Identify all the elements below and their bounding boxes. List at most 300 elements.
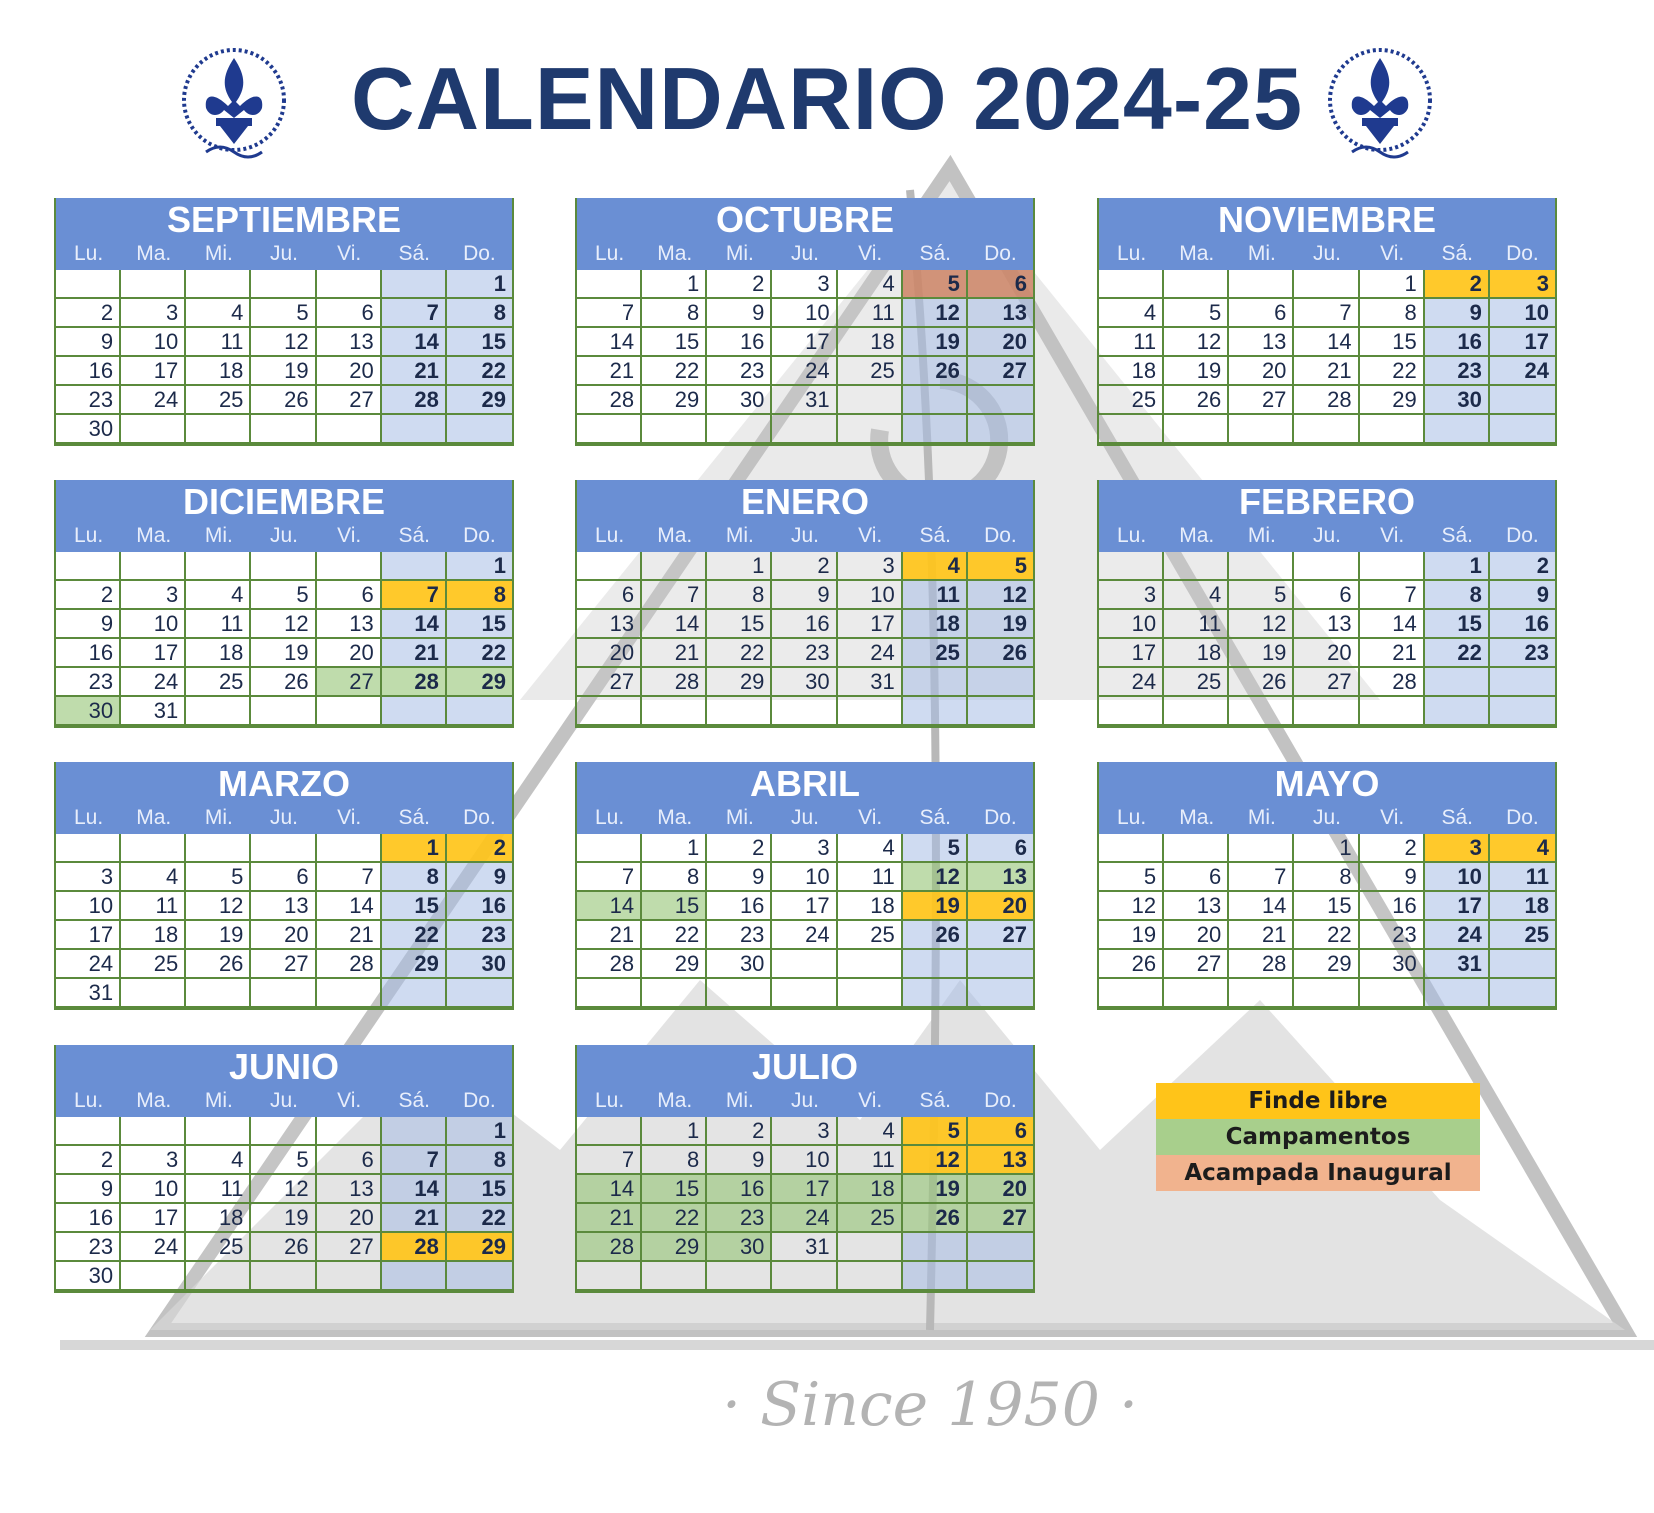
- weekday-label: Ju.: [269, 806, 298, 829]
- day-grid: [577, 552, 1033, 726]
- day-cell: 10: [1490, 299, 1555, 328]
- day-cell: 8: [447, 299, 512, 328]
- day-cell: 14: [577, 892, 642, 921]
- day-cell: 25: [186, 668, 251, 697]
- month-diciembre: [54, 480, 514, 728]
- empty-cell: [56, 834, 121, 863]
- empty-cell: [121, 834, 186, 863]
- empty-cell: [1490, 668, 1555, 697]
- empty-cell: [1099, 415, 1164, 444]
- month-header: [56, 480, 512, 552]
- weekday-row: [577, 520, 1033, 552]
- weekday-label: Lu.: [73, 806, 104, 829]
- day-cell: 10: [121, 328, 186, 357]
- legend: [1156, 1083, 1480, 1191]
- empty-cell: [121, 270, 186, 299]
- day-cell: 25: [1164, 668, 1229, 697]
- day-cell: 24: [838, 639, 903, 668]
- day-cell: 6: [577, 581, 642, 610]
- empty-cell: [968, 979, 1033, 1008]
- day-cell: 27: [317, 1233, 382, 1262]
- weekday-label: Lu.: [73, 242, 104, 265]
- month-header: [1099, 480, 1555, 552]
- empty-cell: [317, 979, 382, 1008]
- weekday-label: Lu.: [1116, 806, 1147, 829]
- day-cell: 27: [317, 668, 382, 697]
- day-cell: 22: [382, 921, 447, 950]
- day-cell: 1: [642, 834, 707, 863]
- empty-cell: [121, 552, 186, 581]
- day-cell: 17: [772, 1175, 837, 1204]
- weekday-label: Sá.: [398, 1089, 431, 1112]
- day-cell: 7: [382, 581, 447, 610]
- day-cell: 24: [121, 386, 186, 415]
- page-title: CALENDARIO 2024-25: [350, 49, 1304, 148]
- empty-cell: [642, 415, 707, 444]
- day-cell: 24: [121, 668, 186, 697]
- day-cell: 9: [1425, 299, 1490, 328]
- day-cell: 30: [56, 1262, 121, 1291]
- day-cell: 9: [1490, 581, 1555, 610]
- day-cell: 8: [1360, 299, 1425, 328]
- day-cell: 5: [186, 863, 251, 892]
- day-cell: 19: [968, 610, 1033, 639]
- weekday-label: Mi.: [204, 806, 233, 829]
- empty-cell: [903, 1233, 968, 1262]
- day-cell: 17: [1425, 892, 1490, 921]
- empty-cell: [186, 979, 251, 1008]
- month-julio: [575, 1045, 1035, 1293]
- day-cell: 1: [447, 1117, 512, 1146]
- day-cell: 5: [251, 299, 316, 328]
- empty-cell: [56, 270, 121, 299]
- day-cell: 16: [56, 639, 121, 668]
- empty-cell: [447, 415, 512, 444]
- empty-cell: [577, 697, 642, 726]
- weekday-label: Mi.: [1247, 242, 1276, 265]
- day-cell: 31: [1425, 950, 1490, 979]
- day-cell: 8: [707, 581, 772, 610]
- day-cell: 29: [1294, 950, 1359, 979]
- day-cell: 7: [1360, 581, 1425, 610]
- day-cell: 25: [186, 1233, 251, 1262]
- month-marzo: [54, 762, 514, 1010]
- empty-cell: [1490, 950, 1555, 979]
- day-cell: 11: [838, 299, 903, 328]
- day-cell: 28: [642, 668, 707, 697]
- day-grid: [1099, 270, 1555, 444]
- day-cell: 15: [447, 328, 512, 357]
- day-cell: 10: [121, 610, 186, 639]
- day-cell: 28: [1360, 668, 1425, 697]
- day-cell: 13: [968, 1146, 1033, 1175]
- day-cell: 1: [1360, 270, 1425, 299]
- empty-cell: [121, 1262, 186, 1291]
- day-cell: 15: [447, 610, 512, 639]
- day-cell: 18: [186, 1204, 251, 1233]
- day-cell: 7: [642, 581, 707, 610]
- legend-finde-libre: Finde libre: [1156, 1083, 1480, 1119]
- month-name: NOVIEMBRE: [1217, 199, 1437, 240]
- day-cell: 23: [1425, 357, 1490, 386]
- empty-cell: [577, 979, 642, 1008]
- empty-cell: [968, 668, 1033, 697]
- weekday-label: Ju.: [790, 806, 819, 829]
- day-cell: 30: [56, 415, 121, 444]
- empty-cell: [1425, 415, 1490, 444]
- day-cell: 1: [642, 270, 707, 299]
- weekday-row: [1099, 520, 1555, 552]
- day-cell: 2: [707, 270, 772, 299]
- day-cell: 10: [838, 581, 903, 610]
- day-cell: 31: [838, 668, 903, 697]
- day-cell: 8: [382, 863, 447, 892]
- day-cell: 8: [447, 1146, 512, 1175]
- weekday-label: Do.: [1506, 524, 1539, 547]
- day-cell: 13: [968, 299, 1033, 328]
- empty-cell: [121, 1117, 186, 1146]
- empty-cell: [903, 1262, 968, 1291]
- day-cell: 15: [642, 892, 707, 921]
- empty-cell: [1099, 270, 1164, 299]
- weekday-row: [577, 1085, 1033, 1117]
- empty-cell: [251, 834, 316, 863]
- empty-cell: [577, 415, 642, 444]
- day-grid: [56, 834, 512, 1008]
- day-cell: 14: [382, 328, 447, 357]
- weekday-label: Ma.: [136, 806, 172, 829]
- weekday-label: Do.: [984, 524, 1017, 547]
- empty-cell: [1164, 834, 1229, 863]
- empty-cell: [968, 950, 1033, 979]
- day-cell: 7: [577, 299, 642, 328]
- day-cell: 13: [317, 328, 382, 357]
- weekday-row: [577, 238, 1033, 270]
- empty-cell: [317, 415, 382, 444]
- day-cell: 5: [1099, 863, 1164, 892]
- day-cell: 12: [186, 892, 251, 921]
- weekday-label: Ju.: [269, 242, 298, 265]
- day-cell: 20: [968, 328, 1033, 357]
- day-cell: 15: [447, 1175, 512, 1204]
- day-cell: 12: [903, 863, 968, 892]
- empty-cell: [1360, 552, 1425, 581]
- weekday-row: [56, 238, 512, 270]
- weekday-label: Lu.: [594, 1089, 625, 1112]
- weekday-label: Lu.: [73, 1089, 104, 1112]
- day-cell: 3: [1490, 270, 1555, 299]
- month-header: [1099, 198, 1555, 270]
- day-cell: 22: [447, 1204, 512, 1233]
- day-cell: 19: [903, 1175, 968, 1204]
- day-cell: 16: [772, 610, 837, 639]
- day-cell: 13: [251, 892, 316, 921]
- weekday-label: Vi.: [858, 1089, 883, 1112]
- empty-cell: [317, 834, 382, 863]
- day-cell: 8: [642, 863, 707, 892]
- day-cell: 15: [382, 892, 447, 921]
- day-cell: 22: [1425, 639, 1490, 668]
- day-cell: 20: [317, 357, 382, 386]
- empty-cell: [251, 1117, 316, 1146]
- empty-cell: [251, 552, 316, 581]
- day-grid: [56, 552, 512, 726]
- day-cell: 28: [577, 386, 642, 415]
- day-cell: 9: [772, 581, 837, 610]
- empty-cell: [903, 979, 968, 1008]
- day-cell: 10: [772, 1146, 837, 1175]
- weekday-label: Vi.: [1380, 242, 1405, 265]
- day-cell: 1: [382, 834, 447, 863]
- day-cell: 20: [577, 639, 642, 668]
- day-cell: 17: [772, 892, 837, 921]
- day-cell: 23: [56, 668, 121, 697]
- weekday-label: Ma.: [136, 1089, 172, 1112]
- weekday-label: Mi.: [204, 524, 233, 547]
- empty-cell: [186, 834, 251, 863]
- fleur-de-lis-logo-left: [176, 44, 292, 166]
- day-cell: 4: [1164, 581, 1229, 610]
- day-cell: 17: [56, 921, 121, 950]
- weekday-label: Ju.: [1312, 242, 1341, 265]
- day-cell: 17: [1099, 639, 1164, 668]
- empty-cell: [838, 415, 903, 444]
- day-cell: 5: [903, 834, 968, 863]
- day-cell: 7: [1229, 863, 1294, 892]
- month-header: [1099, 762, 1555, 834]
- weekday-label: Vi.: [337, 242, 362, 265]
- empty-cell: [1099, 697, 1164, 726]
- weekday-label: Do.: [984, 242, 1017, 265]
- day-cell: 6: [317, 1146, 382, 1175]
- weekday-label: Do.: [463, 524, 496, 547]
- day-cell: 3: [772, 1117, 837, 1146]
- day-cell: 27: [1294, 668, 1359, 697]
- day-cell: 11: [186, 1175, 251, 1204]
- weekday-label: Do.: [984, 1089, 1017, 1112]
- day-cell: 16: [56, 357, 121, 386]
- weekday-label: Mi.: [1247, 806, 1276, 829]
- empty-cell: [251, 697, 316, 726]
- empty-cell: [1490, 415, 1555, 444]
- weekday-label: Mi.: [204, 242, 233, 265]
- day-cell: 16: [707, 1175, 772, 1204]
- day-cell: 21: [642, 639, 707, 668]
- day-cell: 11: [186, 328, 251, 357]
- day-cell: 13: [317, 610, 382, 639]
- day-cell: 18: [838, 328, 903, 357]
- day-cell: 12: [1229, 610, 1294, 639]
- day-cell: 10: [1099, 610, 1164, 639]
- day-cell: 5: [1164, 299, 1229, 328]
- day-cell: 6: [968, 834, 1033, 863]
- day-cell: 24: [1099, 668, 1164, 697]
- month-octubre: [575, 198, 1035, 446]
- weekday-label: Do.: [463, 1089, 496, 1112]
- day-cell: 24: [772, 1204, 837, 1233]
- weekday-label: Sá.: [919, 242, 952, 265]
- day-cell: 2: [707, 1117, 772, 1146]
- day-cell: 21: [577, 921, 642, 950]
- empty-cell: [772, 950, 837, 979]
- day-cell: 16: [1425, 328, 1490, 357]
- day-cell: 28: [1294, 386, 1359, 415]
- day-cell: 2: [447, 834, 512, 863]
- day-cell: 17: [121, 1204, 186, 1233]
- day-cell: 11: [1099, 328, 1164, 357]
- day-cell: 12: [251, 610, 316, 639]
- weekday-label: Ma.: [1179, 524, 1215, 547]
- day-cell: 15: [1360, 328, 1425, 357]
- day-cell: 21: [1229, 921, 1294, 950]
- month-abril: [575, 762, 1035, 1010]
- day-cell: 23: [1360, 921, 1425, 950]
- empty-cell: [251, 415, 316, 444]
- day-cell: 9: [447, 863, 512, 892]
- day-cell: 2: [56, 1146, 121, 1175]
- weekday-label: Mi.: [725, 524, 754, 547]
- day-cell: 19: [1099, 921, 1164, 950]
- day-cell: 5: [903, 1117, 968, 1146]
- day-cell: 18: [1164, 639, 1229, 668]
- day-cell: 27: [968, 1204, 1033, 1233]
- day-cell: 2: [772, 552, 837, 581]
- weekday-label: Vi.: [858, 806, 883, 829]
- month-name: MAYO: [1274, 763, 1380, 804]
- empty-cell: [1164, 697, 1229, 726]
- empty-cell: [1099, 979, 1164, 1008]
- empty-cell: [577, 1262, 642, 1291]
- month-febrero: [1097, 480, 1557, 728]
- day-cell: 3: [1425, 834, 1490, 863]
- day-cell: 21: [1360, 639, 1425, 668]
- day-cell: 19: [251, 357, 316, 386]
- day-cell: 12: [903, 1146, 968, 1175]
- day-cell: 27: [968, 921, 1033, 950]
- weekday-label: Ma.: [136, 524, 172, 547]
- weekday-label: Ju.: [790, 524, 819, 547]
- day-cell: 9: [707, 1146, 772, 1175]
- day-cell: 23: [772, 639, 837, 668]
- day-cell: 4: [1490, 834, 1555, 863]
- day-cell: 24: [1490, 357, 1555, 386]
- day-cell: 26: [251, 1233, 316, 1262]
- weekday-label: Lu.: [594, 524, 625, 547]
- day-cell: 12: [968, 581, 1033, 610]
- day-cell: 9: [707, 299, 772, 328]
- empty-cell: [317, 552, 382, 581]
- day-cell: 14: [382, 1175, 447, 1204]
- day-cell: 28: [1229, 950, 1294, 979]
- weekday-label: Ma.: [657, 242, 693, 265]
- empty-cell: [1294, 552, 1359, 581]
- empty-cell: [1425, 979, 1490, 1008]
- day-cell: 24: [1425, 921, 1490, 950]
- weekday-label: Sá.: [398, 524, 431, 547]
- empty-cell: [707, 415, 772, 444]
- day-cell: 4: [121, 863, 186, 892]
- weekday-label: Ma.: [657, 806, 693, 829]
- day-cell: 8: [642, 299, 707, 328]
- weekday-label: Sá.: [919, 806, 952, 829]
- day-cell: 14: [317, 892, 382, 921]
- day-cell: 26: [903, 1204, 968, 1233]
- day-cell: 23: [707, 1204, 772, 1233]
- day-cell: 29: [382, 950, 447, 979]
- weekday-label: Ju.: [269, 524, 298, 547]
- empty-cell: [838, 386, 903, 415]
- day-cell: 22: [447, 639, 512, 668]
- day-cell: 4: [838, 270, 903, 299]
- day-cell: 13: [1164, 892, 1229, 921]
- day-cell: 8: [1294, 863, 1359, 892]
- day-cell: 8: [447, 581, 512, 610]
- month-mayo: [1097, 762, 1557, 1010]
- day-cell: 29: [447, 1233, 512, 1262]
- day-cell: 21: [577, 357, 642, 386]
- weekday-label: Sá.: [398, 806, 431, 829]
- weekday-label: Ma.: [136, 242, 172, 265]
- empty-cell: [251, 1262, 316, 1291]
- empty-cell: [707, 697, 772, 726]
- day-cell: 15: [707, 610, 772, 639]
- day-cell: 17: [838, 610, 903, 639]
- empty-cell: [1490, 386, 1555, 415]
- month-header: [56, 762, 512, 834]
- weekday-label: Mi.: [204, 1089, 233, 1112]
- empty-cell: [772, 697, 837, 726]
- day-cell: 21: [577, 1204, 642, 1233]
- day-cell: 6: [968, 270, 1033, 299]
- day-cell: 28: [382, 386, 447, 415]
- weekday-label: Ma.: [657, 1089, 693, 1112]
- month-header: [56, 1045, 512, 1117]
- day-cell: 13: [317, 1175, 382, 1204]
- day-cell: 11: [1164, 610, 1229, 639]
- month-name: DICIEMBRE: [182, 481, 385, 522]
- weekday-row: [1099, 238, 1555, 270]
- weekday-row: [577, 802, 1033, 834]
- empty-cell: [382, 1117, 447, 1146]
- day-cell: 16: [56, 1204, 121, 1233]
- day-cell: 26: [1229, 668, 1294, 697]
- month-header: [577, 480, 1033, 552]
- day-cell: 16: [707, 892, 772, 921]
- day-cell: 3: [121, 581, 186, 610]
- day-cell: 21: [1294, 357, 1359, 386]
- day-cell: 23: [1490, 639, 1555, 668]
- day-cell: 1: [642, 1117, 707, 1146]
- day-cell: 16: [447, 892, 512, 921]
- weekday-label: Sá.: [398, 242, 431, 265]
- day-cell: 13: [968, 863, 1033, 892]
- day-cell: 12: [251, 328, 316, 357]
- month-name: MARZO: [218, 763, 350, 804]
- empty-cell: [642, 552, 707, 581]
- empty-cell: [1294, 979, 1359, 1008]
- empty-cell: [251, 979, 316, 1008]
- weekday-label: Ma.: [1179, 806, 1215, 829]
- empty-cell: [382, 270, 447, 299]
- empty-cell: [903, 386, 968, 415]
- month-septiembre: [54, 198, 514, 446]
- day-cell: 29: [642, 950, 707, 979]
- empty-cell: [1229, 552, 1294, 581]
- day-cell: 13: [1294, 610, 1359, 639]
- empty-cell: [838, 979, 903, 1008]
- empty-cell: [317, 697, 382, 726]
- month-header: [577, 198, 1033, 270]
